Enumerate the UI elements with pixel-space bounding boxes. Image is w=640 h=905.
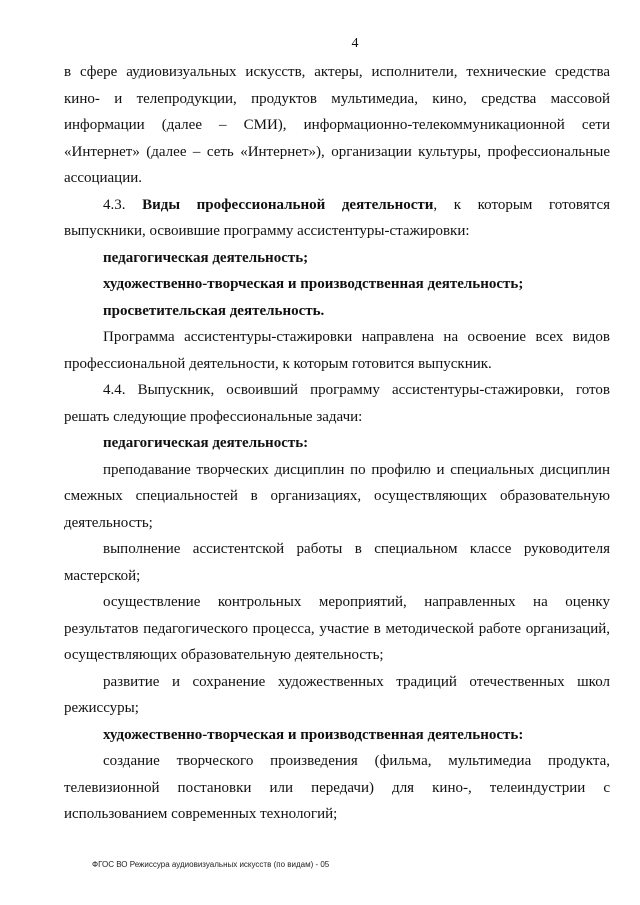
heading-artistic: художественно-творческая и производственная деятельность: (103, 726, 524, 743)
document-body (64, 59, 610, 828)
task-item: осуществление контрольных мероприятий, направленных на оценку результатов педагогического процесса, участие в методической работе организаций, осуществляющих образовательную деятельность; (64, 594, 610, 663)
activity-type-2: художественно-творческая и производственная деятельность; (103, 276, 524, 292)
bold-phrase: Виды профессиональной деятельности (142, 196, 434, 213)
paragraph-program: Программа ассистентуры-стажировки направлена на освоение всех видов профессиональной деятельности, к которым готовится выпускник. (64, 329, 610, 372)
section-number: 4.3. (103, 196, 126, 213)
task-item: развитие и сохранение художественных традиций отечественных школ режиссуры; (64, 673, 610, 716)
task-item: выполнение ассистентской работы в специальном классе руководителя мастерской; (64, 541, 610, 584)
page-footer: ФГОС ВО Режиссура аудиовизуальных искусств (по видам) - 05 (92, 860, 330, 869)
paragraph-4-3 (64, 192, 610, 245)
paragraph-text: , к которым готовятся выпускники, освоившие программу ассистентуры-стажировки: (64, 196, 611, 239)
paragraph-continued: в сфере аудиовизуальных искусств, актеры, исполнители, технические средства кино- и телепродукции, продуктов мультимедиа, кино, средства массовой информации (далее – СМИ), информационно-телекоммуникационной сети «Интернет» (далее – сеть «Интернет»), организации культуры, профессиональные ассоциации. (64, 64, 610, 186)
activity-type-1: педагогическая деятельность; (103, 249, 309, 266)
task-item: преподавание творческих дисциплин по профилю и специальных дисциплин смежных специальностей в организациях, осуществляющих образовательную деятельность; (64, 461, 610, 531)
task-item: создание творческого произведения (фильма, мультимедиа продукта, телевизионной постановки или передачи) для кино-, телеиндустрии с использованием современных технологий; (64, 753, 610, 822)
paragraph-4-4: 4.4. Выпускник, освоивший программу ассистентуры-стажировки, готов решать следующие профессиональные задачи: (64, 382, 610, 425)
page-number: 4 (351, 36, 359, 51)
heading-pedagogical: педагогическая деятельность: (103, 435, 309, 451)
activity-type-3: просветительская деятельность. (103, 302, 325, 319)
